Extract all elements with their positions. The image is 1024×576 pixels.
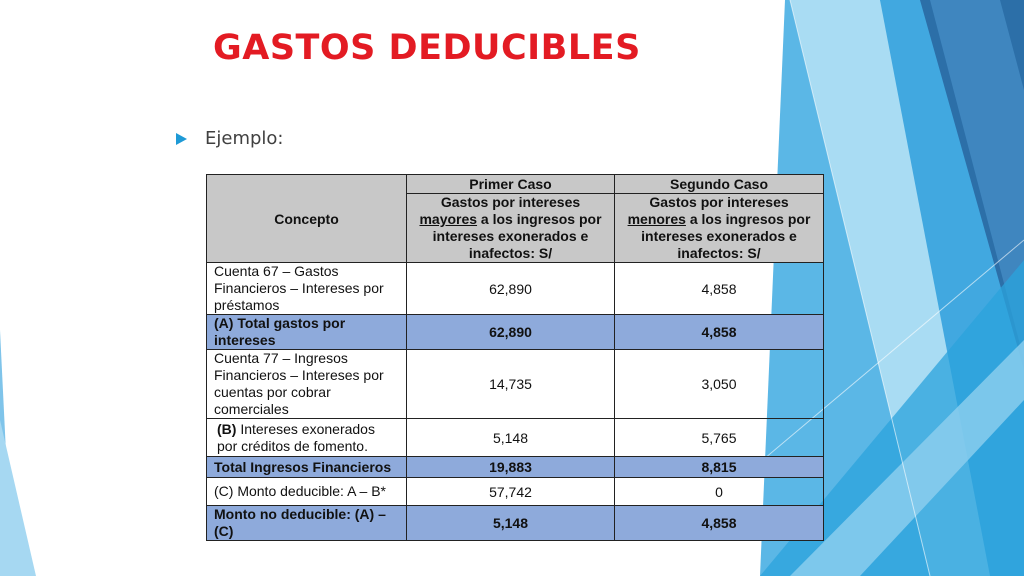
row-concept: Total Ingresos Financieros (207, 457, 407, 478)
table-row (207, 419, 824, 457)
table-row (207, 457, 824, 478)
desc-text: a los ingresos por intereses exonerados e inafectos: S/ (432, 211, 602, 261)
row-value-case2: 3,050 (615, 350, 824, 419)
row-concept: (C) Monto deducible: A – B* (207, 478, 407, 506)
table-row (207, 506, 824, 541)
row-value-case2: 8,815 (615, 457, 824, 478)
header-case1: Primer Caso (407, 175, 615, 194)
row-value-case1: 5,148 (407, 506, 615, 541)
row-value-case2: 4,858 (615, 263, 824, 315)
header-case2-desc (615, 194, 824, 263)
row-concept: (A) Total gastos por intereses (207, 315, 407, 350)
table-row (207, 263, 824, 315)
row-concept (207, 419, 407, 457)
table-row (207, 478, 824, 506)
bullet-text: Ejemplo: (205, 128, 284, 149)
desc-emphasis: menores (627, 211, 686, 227)
row-value-case1: 62,890 (407, 263, 615, 315)
row-concept: Monto no deducible: (A) – (C) (207, 506, 407, 541)
row-value-case2: 4,858 (615, 506, 824, 541)
header-case2: Segundo Caso (615, 175, 824, 194)
row-value-case2: 0 (615, 478, 824, 506)
row-value-case1: 19,883 (407, 457, 615, 478)
header-concept: Concepto (207, 175, 407, 263)
bullet-arrow-icon (176, 133, 187, 145)
desc-emphasis: mayores (419, 211, 478, 227)
row-value-case1: 14,735 (407, 350, 615, 419)
desc-text: Gastos por intereses (649, 194, 789, 210)
bullet-item (176, 128, 284, 149)
row-value-case1: 5,148 (407, 419, 615, 457)
header-case1-desc (407, 194, 615, 263)
desc-text: Gastos por intereses (440, 194, 581, 210)
table-row (207, 350, 824, 419)
row-value-case1: 62,890 (407, 315, 615, 350)
row-value-case2: 5,765 (615, 419, 824, 457)
expense-table (206, 174, 824, 541)
table-row (207, 315, 824, 350)
desc-text: a los ingresos por intereses exonerados e inafectos: S/ (641, 211, 811, 261)
row-concept-label: (B) (217, 420, 237, 437)
row-value-case2: 4,858 (615, 315, 824, 350)
row-concept: Cuenta 77 – Ingresos Financieros – Intereses por cuentas por cobrar comerciales (207, 350, 407, 419)
row-concept: Cuenta 67 – Gastos Financieros – Intereses por préstamos (207, 263, 407, 315)
row-concept-text: Intereses exonerados por créditos de fomento. (217, 420, 375, 454)
slide-title: GASTOS DEDUCIBLES (213, 28, 641, 68)
row-value-case1: 57,742 (407, 478, 615, 506)
table-header-row (207, 175, 824, 194)
